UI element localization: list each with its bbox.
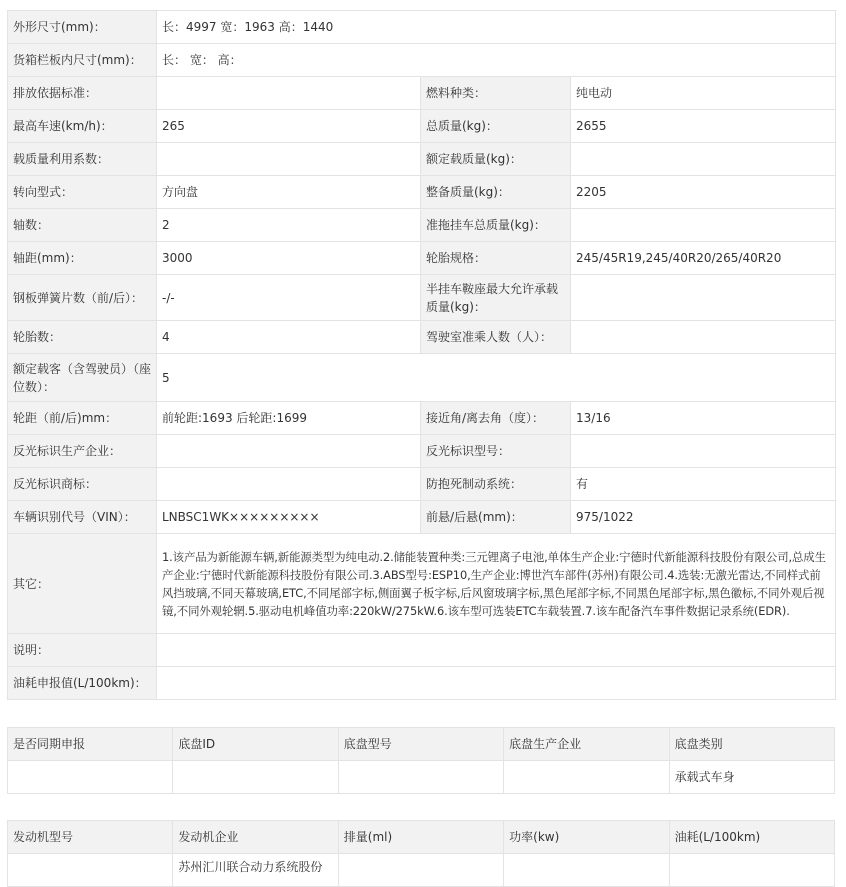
reflect-model-value: [571, 435, 836, 468]
wheelbase-label: 轴距(mm)：: [8, 242, 157, 275]
engine-header-cell: 发动机型号: [8, 821, 173, 854]
reflect-maker-label: 反光标识生产企业：: [8, 435, 157, 468]
tires-label: 轮胎数：: [8, 321, 157, 354]
dims-label: 外形尺寸(mm)：: [8, 11, 157, 44]
note-value: [157, 634, 836, 667]
chassis-cell: 承载式车身: [669, 761, 834, 794]
tires-value: 4: [157, 321, 421, 354]
engine-cell: [338, 854, 503, 887]
overhang-value: 975/1022: [571, 501, 836, 534]
chassis-header-cell: 底盘型号: [338, 728, 503, 761]
spec-row: [8, 321, 836, 354]
reflect-brand-value: [157, 468, 421, 501]
engine-cell: [669, 854, 834, 887]
spec-row: [8, 501, 836, 534]
other-label: 其它：: [8, 534, 157, 634]
abs-value: 有: [571, 468, 836, 501]
tire-spec-value: 245/45R19,245/40R20/265/40R20: [571, 242, 836, 275]
speed-value: 265: [157, 110, 421, 143]
engine-header-cell: 发动机企业: [173, 821, 338, 854]
fuel-label: 燃料种类：: [421, 77, 571, 110]
spec-row: [8, 402, 836, 435]
spec-row: [8, 11, 836, 44]
chassis-header-row: [8, 728, 835, 761]
consumption-label: 油耗申报值(L/100km)：: [8, 667, 157, 700]
spec-row: [8, 634, 836, 667]
engine-row: [8, 854, 835, 887]
abs-label: 防抱死制动系统：: [421, 468, 571, 501]
chassis-row: [8, 761, 835, 794]
leaf-spring-label: 钢板弹簧片数（前/后）：: [8, 275, 157, 321]
seats-label: 额定载客（含驾驶员）（座位数）：: [8, 354, 157, 402]
curb-mass-value: 2205: [571, 176, 836, 209]
axles-value: 2: [157, 209, 421, 242]
cargo-label: 货箱栏板内尺寸(mm)：: [8, 44, 157, 77]
saddle-mass-label: 半挂车鞍座最大允许承载质量(kg)：: [421, 275, 571, 321]
speed-label: 最高车速(km/h)：: [8, 110, 157, 143]
spec-row: [8, 667, 836, 700]
engine-cell: [504, 854, 669, 887]
axles-label: 轴数：: [8, 209, 157, 242]
engine-cell: [8, 854, 173, 887]
note-label: 说明：: [8, 634, 157, 667]
spec-row: [8, 44, 836, 77]
vehicle-spec-table: [7, 10, 836, 700]
reflect-brand-label: 反光标识商标：: [8, 468, 157, 501]
chassis-header-cell: 底盘类别: [669, 728, 834, 761]
spec-row: [8, 435, 836, 468]
reflect-maker-value: [157, 435, 421, 468]
chassis-header-cell: 是否同期申报: [8, 728, 173, 761]
emission-label: 排放依据标准：: [8, 77, 157, 110]
spec-row: [8, 534, 836, 634]
load-coef-value: [157, 143, 421, 176]
consumption-value: [157, 667, 836, 700]
engine-table: [7, 820, 835, 887]
chassis-header-cell: 底盘生产企业: [504, 728, 669, 761]
spec-row: [8, 110, 836, 143]
engine-cell: 苏州汇川联合动力系统股份: [173, 854, 338, 887]
spec-row: [8, 77, 836, 110]
spec-row: [8, 468, 836, 501]
angles-value: 13/16: [571, 402, 836, 435]
track-value: 前轮距:1693 后轮距:1699: [157, 402, 421, 435]
spec-row: [8, 275, 836, 321]
spec-row: [8, 143, 836, 176]
track-label: 轮距（前/后)mm：: [8, 402, 157, 435]
steering-label: 转向型式：: [8, 176, 157, 209]
dims-value: 长：4997 宽：1963 高：1440: [157, 11, 836, 44]
reflect-model-label: 反光标识型号：: [421, 435, 571, 468]
wheelbase-value: 3000: [157, 242, 421, 275]
rated-load-label: 额定载质量(kg)：: [421, 143, 571, 176]
emission-value: [157, 77, 421, 110]
engine-header-cell: 功率(kw): [504, 821, 669, 854]
spec-row: [8, 242, 836, 275]
trailer-mass-label: 准拖挂车总质量(kg)：: [421, 209, 571, 242]
spec-row: [8, 354, 836, 402]
seats-value: 5: [157, 354, 836, 402]
tire-spec-label: 轮胎规格：: [421, 242, 571, 275]
engine-header-cell: 排量(ml): [338, 821, 503, 854]
chassis-cell: [8, 761, 173, 794]
angles-label: 接近角/离去角（度）：: [421, 402, 571, 435]
cab-pass-value: [571, 321, 836, 354]
other-value: 1.该产品为新能源车辆,新能源类型为纯电动.2.储能装置种类:三元锂离子电池,单体生产企业:宁德时代新能源科技股份有限公司,总成生产企业:宁德时代新能源科技股份有限公司.3.ABS型号:ESP10,生产企业:博世汽车部件(苏州)有限公司.4.选装:无激光雷达,不同样式前风挡玻璃,不同天幕玻璃,ETC,不同尾部字标,侧面翼子板字标,后风窗玻璃字标,黑色尾部字标,不同黑色尾部字标,黑色徽标,不同外观后视镜,不同外观轮辋.5.驱动电机峰值功率:220kW/275kW.6.该车型可选装ETC车载装置.7.该车配备汽车事件数据记录系统(EDR).: [157, 534, 836, 634]
chassis-cell: [338, 761, 503, 794]
spec-row: [8, 209, 836, 242]
total-mass-label: 总质量(kg)：: [421, 110, 571, 143]
vin-value: LNBSC1WK×××××××××: [157, 501, 421, 534]
chassis-cell: [504, 761, 669, 794]
cargo-value: 长： 宽： 高：: [157, 44, 836, 77]
trailer-mass-value: [571, 209, 836, 242]
total-mass-value: 2655: [571, 110, 836, 143]
chassis-cell: [173, 761, 338, 794]
load-coef-label: 载质量利用系数：: [8, 143, 157, 176]
spec-row: [8, 176, 836, 209]
steering-value: 方向盘: [157, 176, 421, 209]
engine-header-row: [8, 821, 835, 854]
chassis-table: [7, 727, 835, 794]
curb-mass-label: 整备质量(kg)：: [421, 176, 571, 209]
vin-label: 车辆识别代号（VIN）：: [8, 501, 157, 534]
overhang-label: 前悬/后悬(mm)：: [421, 501, 571, 534]
rated-load-value: [571, 143, 836, 176]
saddle-mass-value: [571, 275, 836, 321]
fuel-value: 纯电动: [571, 77, 836, 110]
leaf-spring-value: -/-: [157, 275, 421, 321]
cab-pass-label: 驾驶室准乘人数（人）：: [421, 321, 571, 354]
engine-header-cell: 油耗(L/100km): [669, 821, 834, 854]
chassis-header-cell: 底盘ID: [173, 728, 338, 761]
